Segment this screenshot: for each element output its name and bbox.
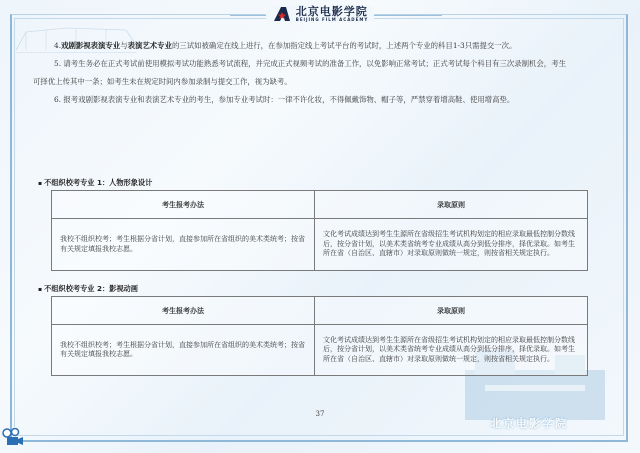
page-number: 37 <box>315 410 325 418</box>
admission-principle-cell: 文化考试成绩达到考生生源所在省级招生考试机构划定的相应录取最低控制分数线后，按分省计划，以美术类省统考专业成绩从高分到低分排序，择优录取。如考生所在省（自治区、直辖市）对录取原则做统一规定，则按省相关规定执行。 <box>315 219 588 271</box>
application-method-cell: 我校不组织校考；考生根据分省计划，直接参加所在省组织的美术类统考；按省有关规定填报我校志愿。 <box>52 219 315 271</box>
paragraph-4-bold-major-1: 戏剧影视表演专业 <box>61 41 121 50</box>
paragraph-4-number: 4. <box>54 41 62 50</box>
logo-chinese-name: 北京电影学院 <box>295 5 368 18</box>
academy-logo <box>266 6 374 22</box>
paragraph-6: 6. 报考戏剧影视表演专业和表演艺术专业的考生，参加专业考试时：一律不许化妆，不得佩戴饰物、帽子等，严禁穿着增高鞋、使用增高垫。 <box>54 95 515 104</box>
column-header-method: 考生报考办法 <box>52 191 315 219</box>
paragraph-4-bold-major-2: 表演艺术专业 <box>127 41 172 50</box>
admission-principle-cell: 文化考试成绩达到考生生源所在省级招生考试机构划定的相应录取最低控制分数线后，按分省计划，以美术类省统考专业成绩从高分到低分排序，择优录取。如考生所在省（自治区、直辖市）对录取原则做统一规定，则按省相关规定执行。 <box>315 325 588 376</box>
header-rule-right <box>372 15 442 16</box>
section-title-1: ▪ 不组织校考专业 1：人物形象设计 <box>38 178 152 188</box>
paragraph-5-line-2: 可择优上传其中一条；如考生未在规定时间内参加录制与提交工作，视为缺考。 <box>33 77 292 86</box>
column-header-method: 考生报考办法 <box>52 297 315 325</box>
section-title-2: ▪ 不组织校考专业 2：影视动画 <box>38 284 138 294</box>
admission-table-1 <box>51 190 588 271</box>
column-header-principle: 录取原则 <box>315 297 588 325</box>
star-logo-icon <box>272 6 292 22</box>
paragraph-4-text: 的三试如被确定在线上进行，在参加指定线上考试平台的考试时，上述两个专业的科目1-3只需提交一次。 <box>171 41 517 50</box>
logo-english-name: BEIJING FILM ACADEMY <box>295 17 369 22</box>
film-camera-icon <box>2 428 24 448</box>
academy-watermark: 北京电影学院 <box>490 417 568 430</box>
column-header-principle: 录取原则 <box>315 191 588 219</box>
header-logo-bar <box>0 2 640 26</box>
paragraph-4 <box>54 40 516 52</box>
paragraph-4-connector: 与 <box>120 41 128 50</box>
paragraph-5-line-1: 5. 请考生务必在正式考试前使用模拟考试功能熟悉考试流程，并完成正式视频考试的准备工作，以免影响正常考试；正式考试每个科目有三次录制机会，考生 <box>54 59 566 68</box>
admission-table-2 <box>51 296 588 376</box>
application-method-cell: 我校不组织校考；考生根据分省计划，直接参加所在省组织的美术类统考；按省有关规定填报我校志愿。 <box>52 325 315 376</box>
